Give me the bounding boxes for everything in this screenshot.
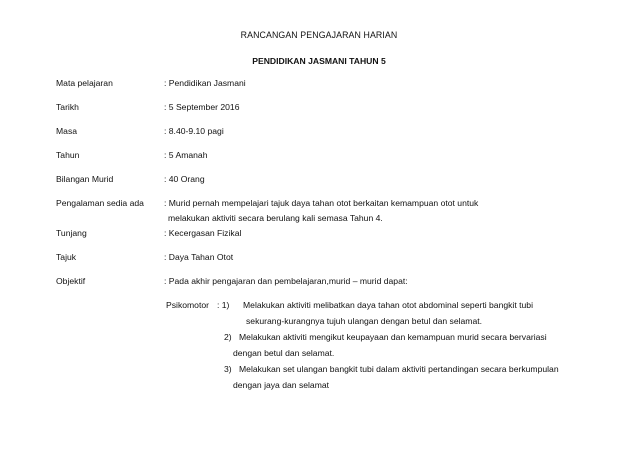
field-value: : Pendidikan Jasmani	[164, 78, 246, 88]
objective-domain-label: Psikomotor	[166, 300, 209, 310]
field-value: : 5 Amanah	[164, 150, 208, 160]
field-row-student-count	[0, 174, 638, 188]
objective-line: dengan betul dan selamat.	[233, 348, 335, 358]
document-subtitle: PENDIDIKAN JASMANI TAHUN 5	[252, 56, 386, 66]
field-row-time	[0, 126, 638, 140]
document-title: RANCANGAN PENGAJARAN HARIAN	[240, 30, 398, 40]
objective-line: Melakukan aktiviti mengikut keupayaan dan kemampuan murid secara bervariasi	[239, 332, 547, 342]
objective-line: Melakukan set ulangan bangkit tubi dalam aktiviti pertandingan secara berkumpulan	[239, 364, 559, 374]
objective-line: Melakukan aktiviti melibatkan daya tahan otot abdominal seperti bangkit tubi	[243, 300, 533, 310]
field-row-topic	[0, 252, 638, 266]
field-value: : Kecergasan Fizikal	[164, 228, 242, 238]
field-label: Tarikh	[56, 102, 79, 112]
field-value: : Daya Tahan Otot	[164, 252, 234, 262]
field-value: : 40 Orang	[164, 174, 205, 184]
field-row-subject	[0, 78, 638, 92]
objective-number: 3)	[224, 364, 232, 374]
objective-line: dengan jaya dan selamat	[233, 380, 330, 390]
objective-line: sekurang-kurangnya tujuh ulangan dengan betul dan selamat.	[246, 316, 483, 326]
field-label: Pengalaman sedia ada	[56, 198, 144, 208]
field-label: Objektif	[56, 276, 86, 286]
objective-number: : 1)	[217, 300, 230, 310]
field-label: Bilangan Murid	[56, 174, 114, 184]
field-row-prior-knowledge	[0, 198, 638, 212]
field-label: Mata pelajaran	[56, 78, 113, 88]
field-label: Tunjang	[56, 228, 87, 238]
field-row-date	[0, 102, 638, 116]
field-label: Masa	[56, 126, 78, 136]
objective-number: 2)	[224, 332, 232, 342]
field-label: Tahun	[56, 150, 80, 160]
field-value-continuation: melakukan aktiviti secara berulang kali semasa Tahun 4.	[168, 213, 383, 223]
field-value: : 5 September 2016	[164, 102, 240, 112]
field-value: : 8.40-9.10 pagi	[164, 126, 224, 136]
field-row-strand	[0, 228, 638, 242]
field-label: Tajuk	[56, 252, 77, 262]
field-row-objective	[0, 276, 638, 290]
field-value: : Pada akhir pengajaran dan pembelajaran,murid – murid dapat:	[164, 276, 408, 286]
field-row-year	[0, 150, 638, 164]
field-value: : Murid pernah mempelajari tajuk daya tahan otot berkaitan kemampuan otot untuk	[164, 198, 479, 208]
